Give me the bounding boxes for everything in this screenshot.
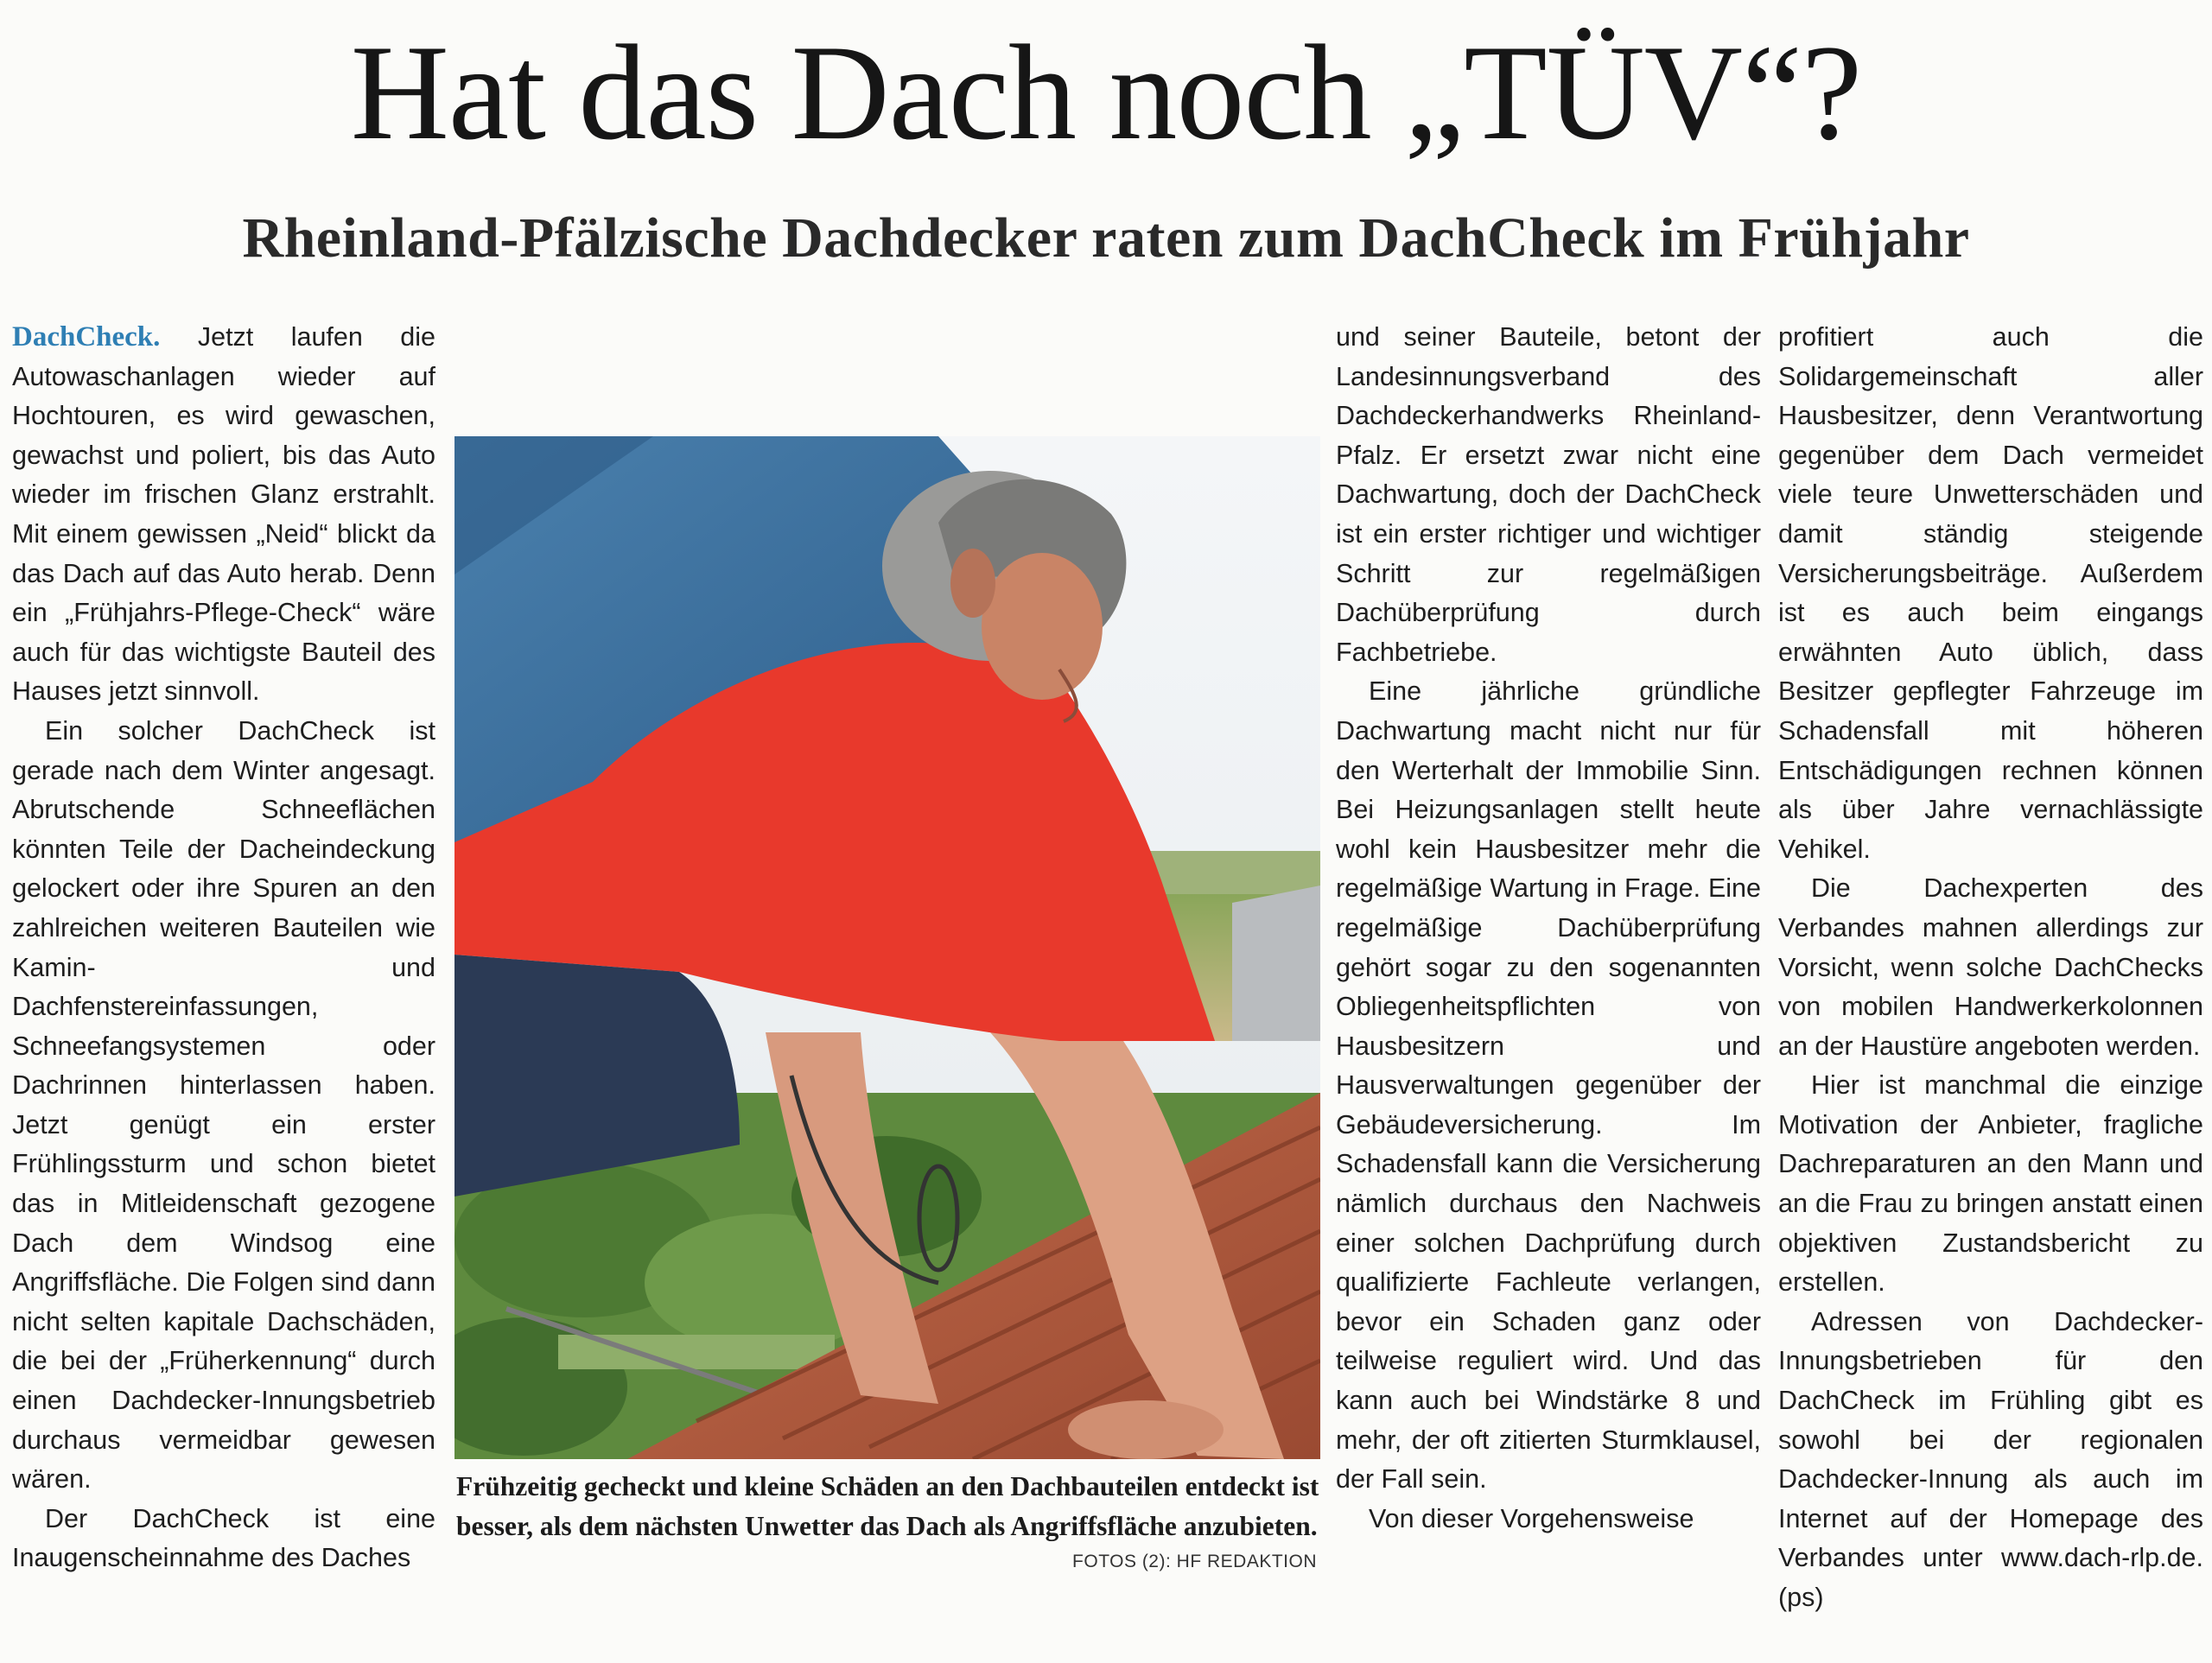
article-column-3 bbox=[1336, 318, 1761, 1539]
article-paragraph: Hier ist manchmal die einzige Motivation der Anbieter, fragliche Dachreparaturen an den Mann und an die Frau zu bringen anstatt einen objektiven Zustandsbericht zu erstellen. bbox=[1778, 1070, 2203, 1298]
article-paragraph: Von dieser Vorgehensweise bbox=[1369, 1503, 1694, 1533]
roofer-photo bbox=[454, 436, 1320, 1459]
article-kicker: DachCheck. bbox=[12, 321, 161, 352]
article-paragraph: profitiert auch die Solidargemeinschaft aller Hausbesitzer, denn Verantwortung gegenüber dem Dach vermeidet viele teure Unwetterschäden und damit ständig steigende Versicherungsbeiträge. Außerdem ist es auch beim eingangs erwähnten Auto üblich, dass Besitzer gepflegter Fahrzeuge im Schadensfall mit höheren Entschädigungen rechnen können als über Jahre vernachlässigte Vehikel. bbox=[1778, 322, 2203, 864]
article-column-1 bbox=[12, 318, 435, 1578]
subheadline: Rheinland-Pfälzische Dachdecker raten zum DachCheck im Frühjahr bbox=[242, 206, 1970, 270]
article-paragraph: Adressen von Dachdecker-Innungsbetrieben für den DachCheck im Frühling gibt es sowohl bei der regionalen Dachdecker-Innung als auch im Internet auf der Homepage des Verbandes unter www.dach-rlp.de. (ps) bbox=[1778, 1306, 2203, 1612]
article-paragraph: Eine jährliche gründliche Dachwartung macht nicht nur für den Werterhalt der Immobilie Sinn. Bei Heizungsanlagen stellt heute wohl kein Hausbesitzer mehr die regelmäßige Wartung in Frage. Eine regelmäßige Dachüberprüfung gehört sogar zu den sogenannten Obliegenheitspflichten von Hausbesitzern und Hausverwaltungen gegenüber der Gebäudeversicherung. Im Schadensfall kann die Versicherung nämlich durchaus den Nachweis einer solchen Dachprüfung durch qualifizierte Fachleute verlangen, bevor ein Schaden ganz oder teilweise reguliert wird. Und das kann auch bei Windstärke 8 und mehr, der oft zitierten Sturmklausel, der Fall sein. bbox=[1336, 676, 1761, 1495]
article-paragraph: Der DachCheck ist eine Inaugenscheinnahme des Daches bbox=[12, 1503, 435, 1573]
headline: Hat das Dach noch „TÜV“? bbox=[350, 17, 1862, 168]
article-paragraph: Ein solcher DachCheck ist gerade nach dem Winter angesagt. Abrutschende Schneeflächen könnten Teile der Dacheindeckung gelockert oder ihre Spuren an den zahlreichen weiteren Bauteilen wie Kamin- und Dachfenstereinfassungen, Schneefangsystemen oder Dachrinnen hinterlassen haben. Jetzt genügt ein erster Frühlingssturm und schon bietet das in Mitleidenschaft gezogene Dach dem Windsog eine Angriffsfläche. Die Folgen sind dann nicht selten kapitale Dachschäden, die bei der „Früherkennung“ durch einen Dachdecker-Innungsbetrieb durchaus vermeidbar gewesen wären. bbox=[12, 715, 435, 1495]
article-column-4 bbox=[1778, 318, 2203, 1618]
roofer-photo-illustration bbox=[454, 436, 1320, 1459]
photo-credit: FOTOS (2): HF REDAKTION bbox=[1072, 1552, 1317, 1571]
article-paragraph: Die Dachexperten des Verbandes mahnen allerdings zur Vorsicht, wenn solche DachChecks von mobilen Handwerkerkolonnen an der Haustüre angeboten werden. bbox=[1778, 873, 2203, 1061]
article-paragraph: und seiner Bauteile, betont der Landesinnungsverband des Dachdeckerhandwerks Rheinland-Pfalz. Er ersetzt zwar nicht eine Dachwartung, doch der DachCheck ist ein erster richtiger und wichtiger Schritt zur regelmäßigen Dachüberprüfung durch Fachbetriebe. bbox=[1336, 322, 1761, 667]
article-paragraph: DachCheck. Jetzt laufen die Autowaschanlagen wieder auf Hochtouren, es wird gewaschen, gewachst und poliert, bis das Auto wieder im frischen Glanz erstrahlt. Mit einem gewissen „Neid“ blickt da das Dach auf das Auto herab. Denn ein „Frühjahrs-Pflege-Check“ wäre auch für das wichtigste Bauteil des Hauses jetzt sinnvoll. bbox=[12, 321, 435, 707]
photo-caption: Frühzeitig gecheckt und kleine Schäden an den Dachbauteilen entdeckt ist besser, als dem nächsten Unwetter das Dach als Angriffsfläche anzubieten. bbox=[456, 1471, 1319, 1541]
